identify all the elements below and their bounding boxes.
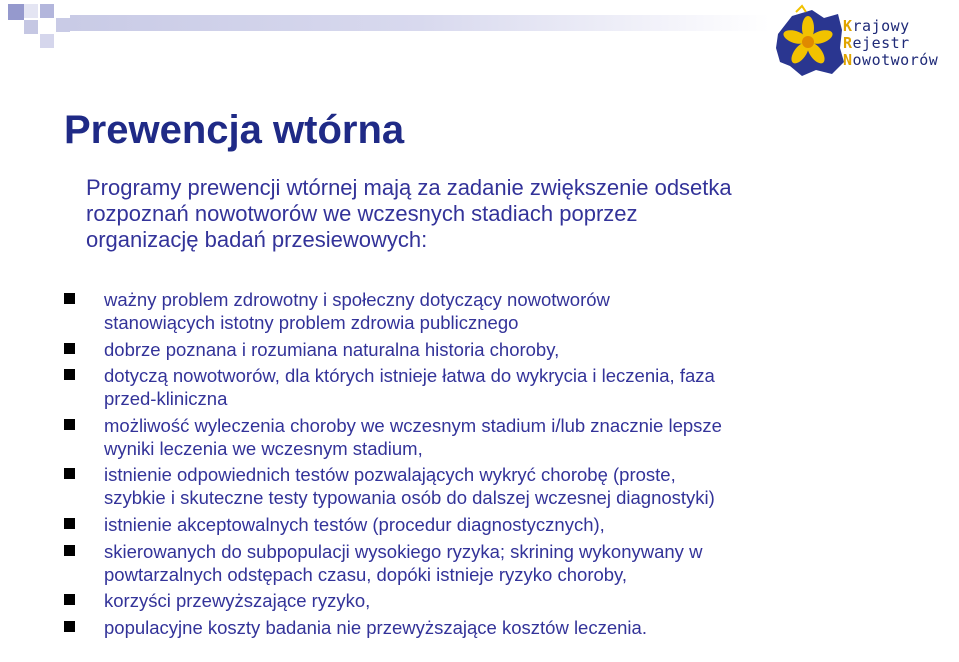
decor-square: [40, 34, 54, 48]
decor-square: [8, 4, 24, 20]
decor-square: [24, 20, 38, 34]
intro-line: rozpoznań nowotworów we wczesnych stadiach poprzez: [86, 201, 638, 226]
logo-line: Krajowy: [843, 17, 910, 35]
bullet-square-icon: [64, 545, 75, 556]
decor-square: [24, 4, 38, 18]
list-item-line: korzyści przewyższające ryzyko,: [104, 590, 371, 612]
intro-line: organizację badań przesiewowych:: [86, 227, 428, 252]
criteria-list: [62, 288, 942, 642]
slide-title: Prewencja wtórna: [64, 108, 405, 152]
list-item: [62, 338, 942, 361]
list-item-line: szybkie i skuteczne testy typowania osób do dalszej wczesnej diagnostyki): [104, 487, 715, 509]
list-item: [62, 589, 942, 612]
decor-square: [56, 18, 70, 32]
list-item: [62, 364, 942, 410]
header-bar: [70, 15, 770, 31]
logo-text: [843, 18, 938, 69]
intro-paragraph: [86, 175, 916, 253]
list-item: [62, 414, 942, 460]
logo-line: Nowotworów: [843, 51, 939, 69]
bullet-square-icon: [64, 468, 75, 479]
logo-line: Rejestr: [843, 34, 910, 52]
bullet-square-icon: [64, 343, 75, 354]
list-item-line: istnienie odpowiednich testów pozwalających wykryć chorobę (proste,: [104, 464, 676, 486]
intro-line: Programy prewencji wtórnej mają za zadanie zwiększenie odsetka: [86, 175, 732, 200]
bullet-square-icon: [64, 621, 75, 632]
list-item-line: populacyjne koszty badania nie przewyższające kosztów leczenia.: [104, 616, 647, 638]
list-item-line: przed-kliniczna: [104, 388, 228, 410]
list-item: [62, 288, 942, 334]
list-item-line: ważny problem zdrowotny i społeczny dotyczący nowotworów: [104, 289, 610, 310]
list-item-line: skierowanych do subpopulacji wysokiego ryzyka; skrining wykonywany w: [104, 540, 703, 562]
list-item-line: możliwość wyleczenia choroby we wczesnym stadium i/lub znacznie lepsze: [104, 414, 722, 436]
bullet-square-icon: [64, 369, 75, 380]
list-item-line: dotyczą nowotworów, dla których istnieje łatwa do wykrycia i leczenia, faza: [104, 365, 715, 387]
list-item-line: powtarzalnych odstępach czasu, dopóki istnieje ryzyko choroby,: [104, 563, 628, 585]
list-item: [62, 616, 942, 639]
list-item: [62, 513, 942, 536]
list-item: [62, 540, 942, 586]
list-item-line: wyniki leczenia we wczesnym stadium,: [104, 437, 423, 459]
decor-square: [40, 4, 54, 18]
list-item-line: stanowiących istotny problem zdrowia publicznego: [104, 312, 519, 333]
list-item-line: istnienie akceptowalnych testów (procedur diagnostycznych),: [104, 513, 605, 535]
bullet-square-icon: [64, 419, 75, 430]
list-item-line: dobrze poznana i rozumiana naturalna historia choroby,: [104, 338, 560, 360]
bullet-square-icon: [64, 594, 75, 605]
list-item: [62, 463, 942, 509]
bullet-square-icon: [64, 518, 75, 529]
bullet-square-icon: [64, 293, 75, 304]
